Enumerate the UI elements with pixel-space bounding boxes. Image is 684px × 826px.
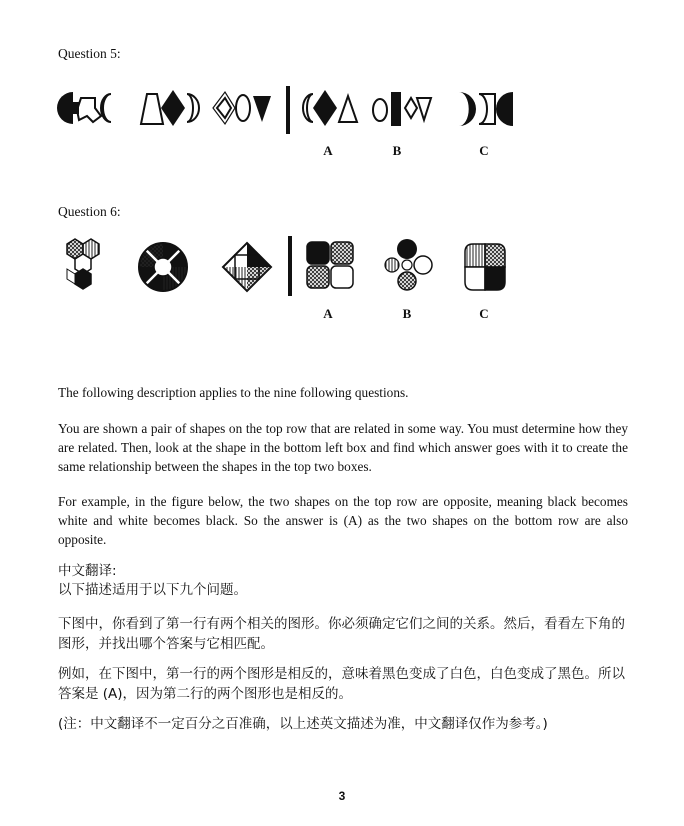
q6-divider xyxy=(288,236,292,296)
instructions-example: For example, in the figure below, the two shapes on the top row are opposite, meaning black becomes white and white becomes black. So the answer is (A) as the two shapes on the bottom row are also opposite. xyxy=(58,494,628,547)
question-5-figure xyxy=(55,84,525,136)
q5-choice-a-shape xyxy=(303,90,357,126)
q6-choice-a-label: A xyxy=(323,306,333,321)
q6-shape-3 xyxy=(223,243,271,291)
question-5-label: Question 5: xyxy=(58,46,121,61)
q5-choice-c-label: C xyxy=(479,143,489,158)
q5-choice-a-label: A xyxy=(323,143,333,158)
q5-shape-group-2 xyxy=(141,90,199,126)
q5-shape-group-1 xyxy=(57,92,111,124)
q6-choice-b-label: B xyxy=(402,306,412,321)
chinese-heading: 中文翻译: xyxy=(58,563,117,579)
q5-choice-b-shape xyxy=(373,92,431,126)
chinese-example: 例如，在下图中，第一行的两个图形是相反的，意味着黑色变成了白色，白色变成了黑色。所以答案是 (A)，因为第二行的两个图形也是相反的。 xyxy=(58,666,625,702)
question-6-figure xyxy=(55,234,525,300)
question-6-label: Question 6: xyxy=(58,204,121,219)
q6-choice-b-shape xyxy=(385,239,432,290)
q6-choice-c-label: C xyxy=(479,306,489,321)
instructions-task: You are shown a pair of shapes on the top row that are related in some way. You must determine how they are related. Then, look at the shape in the bottom left box and find which answer goes with it to create the same relationship between the shapes in the top two boxes. xyxy=(58,421,628,474)
q5-choice-c-shape xyxy=(459,92,513,126)
q6-shape-2 xyxy=(139,243,187,291)
chinese-task: 下图中，你看到了第一行有两个相关的图形。你必须确定它们之间的关系。然后，看看左下角的图形，并找出哪个答案与它相匹配。 xyxy=(58,616,625,652)
q6-shape-1 xyxy=(67,239,99,289)
page-number: 3 xyxy=(338,789,346,803)
q6-choice-c-shape xyxy=(465,244,505,290)
q6-choice-a-shape xyxy=(307,242,353,288)
chinese-intro: 以下描述适用于以下九个问题。 xyxy=(58,582,247,598)
instructions-intro: The following description applies to the nine following questions. xyxy=(58,385,409,400)
chinese-note: (注：中文翻译不一定百分之百准确，以上述英文描述为准，中文翻译仅作为参考。) xyxy=(58,716,548,732)
q5-shape-group-3 xyxy=(213,92,271,124)
q5-choice-b-label: B xyxy=(392,143,402,158)
q5-divider xyxy=(286,86,290,134)
